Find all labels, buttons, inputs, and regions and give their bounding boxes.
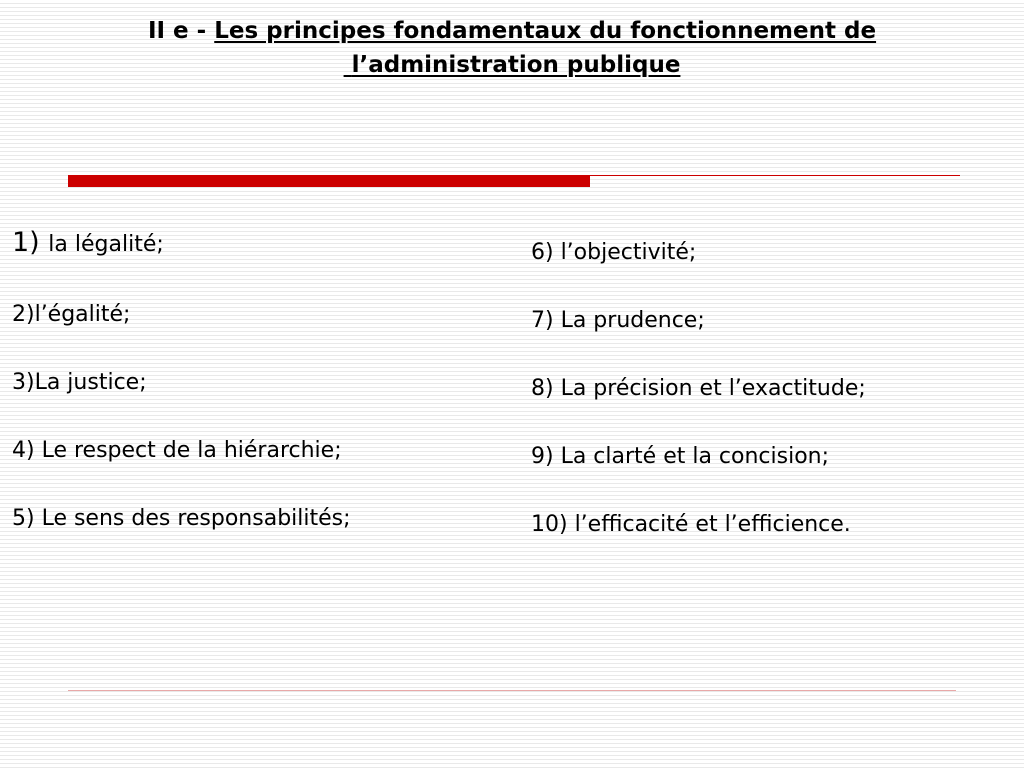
footer-divider [68,690,956,691]
list-item: 2)l’égalité; [12,302,131,327]
list-item: 9) La clarté et la concision; [531,444,830,469]
principles-list-left [12,228,512,572]
list-item-number: 1) [12,227,49,258]
list-item: 5) Le sens des responsabilités; [12,506,351,531]
list-item: 10) l’efficacité et l’efficience. [531,512,851,537]
title-divider-thin [590,175,960,176]
list-item: 3)La justice; [12,370,147,395]
title-line-2: l’administration publique [351,52,681,78]
list-item: 7) La prudence; [531,308,705,333]
list-item: 6) l’objectivité; [531,240,697,265]
list-item: 4) Le respect de la hiérarchie; [12,438,342,463]
title-divider-thick [68,175,590,187]
title-prefix: II e - [147,18,215,44]
list-item: 8) La précision et l’exactitude; [531,376,866,401]
title-leading-space [344,52,352,78]
list-item [12,228,512,300]
slide-title [40,14,984,82]
list-item-text: la légalité; [48,232,164,257]
principles-list-right [531,238,1011,578]
title-line-1: Les principes fondamentaux du fonctionnement de [214,18,877,44]
